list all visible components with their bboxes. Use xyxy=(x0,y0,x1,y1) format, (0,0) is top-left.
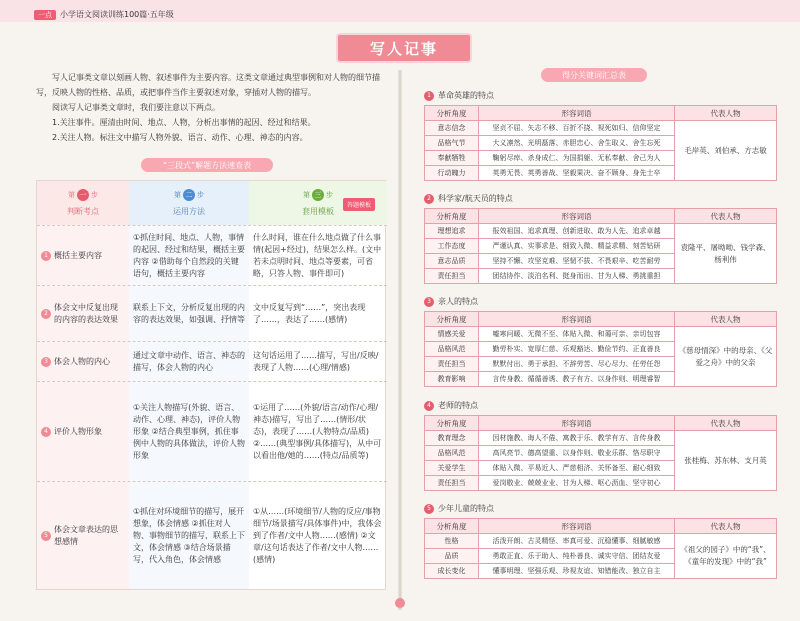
row-number-badge: 2 xyxy=(41,309,51,319)
keyword-section-family xyxy=(424,296,776,387)
method-table-title: “三段式”解题方法速查表 xyxy=(141,158,273,172)
row-number-badge: 1 xyxy=(41,251,51,261)
series-header xyxy=(34,9,174,20)
angle-cell: 关爱学生 xyxy=(425,461,479,476)
method-table xyxy=(36,180,386,590)
section-title: 亲人的特点 xyxy=(438,297,478,306)
page-number-marker xyxy=(395,598,405,608)
section-number-badge: 1 xyxy=(424,91,434,101)
words-cell: 坚持不懈、攻坚克难、坚韧不拔、不畏艰辛、吃苦耐劳 xyxy=(479,254,675,269)
series-title: 小学语文阅读训练100篇·五年级 xyxy=(60,10,174,19)
words-cell: 英勇无畏、英勇善战、坚毅果决、奋不顾身、身先士卒 xyxy=(479,166,675,181)
answer-template-flag: 答题模板 xyxy=(343,198,375,211)
step-label: 判断考点 xyxy=(67,207,99,216)
angle-cell: 教育影响 xyxy=(425,372,479,387)
words-cell: 团结协作、淡泊名利、挺身而出、甘为人梯、勇挑重担 xyxy=(479,269,675,284)
intro-paragraph: 写人记事类文章以刻画人物、叙述事件为主要内容。这类文章通过典型事例和对人物的细节描写，反映人物的性格、品质，或把事件当作主要叙述对象，穿插对人物的描写。 xyxy=(36,73,380,97)
template-text: ①从……(环境细节/人物的反应/事物细节/场景描写/具体事件)中，我体会到了作者/文中人物……(感情) ②文章/这句话表达了作者/文中人物……(感情) xyxy=(253,506,382,564)
words-cell: 因材施教、诲人不倦、寓教于乐、教学有方、言传身教 xyxy=(479,431,675,446)
book-fold xyxy=(398,70,402,610)
angle-cell: 教育理念 xyxy=(425,431,479,446)
method-row xyxy=(37,285,387,341)
words-cell: 勇敢正直、乐于助人、纯朴善良、诚实守信、团结友爱 xyxy=(479,549,675,564)
angle-cell: 责任担当 xyxy=(425,269,479,284)
words-cell: 勤劳朴实、宽厚仁慈、乐观豁达、勤俭节约、正直善良 xyxy=(479,342,675,357)
column-header: 分析角度 xyxy=(425,209,479,224)
step-label: 运用方法 xyxy=(173,207,205,216)
section-title: 科学家/航天员的特点 xyxy=(438,194,513,203)
angle-cell: 行动魄力 xyxy=(425,166,479,181)
words-cell: 懂事明理、坚强乐观、珍视友谊、知错能改、独立自主 xyxy=(479,564,675,579)
words-cell: 严谨认真、实事求是、细致入微、精益求精、刻苦钻研 xyxy=(479,239,675,254)
keyword-section-revolutionary xyxy=(424,90,776,181)
angle-cell: 性格 xyxy=(425,534,479,549)
method-row xyxy=(37,481,387,589)
column-header: 形容词语 xyxy=(479,519,675,534)
angle-cell: 品格气节 xyxy=(425,136,479,151)
method-row xyxy=(37,341,387,381)
summary-title: 得分关键词汇总表 xyxy=(541,68,647,82)
keyword-section-children xyxy=(424,503,776,579)
section-number-badge: 3 xyxy=(424,297,434,307)
section-title: 革命英雄的特点 xyxy=(438,91,494,100)
method-row xyxy=(37,225,387,285)
words-cell: 坚贞不屈、矢志不移、百折不挠、视死如归、信仰坚定 xyxy=(479,121,675,136)
template-text: ①运用了……(外貌/语言/动作/心理/神态)描写，写出了……(情形/状态)，表现了……(人物特点/品质) ②……(典型事例/具体描写)，从中可以看出他/她的……(特点/品质等) xyxy=(253,402,382,460)
step-number-badge: 一 xyxy=(77,189,89,201)
step-1-header: 第 一 步 判断考点 xyxy=(37,181,129,225)
angle-cell: 品格风范 xyxy=(425,342,479,357)
keyword-section-teacher xyxy=(424,400,776,491)
intro-paragraph: 阅读写人记事类文章时，我们要注意以下两点。 xyxy=(52,103,220,112)
column-header: 代表人物 xyxy=(675,416,777,431)
angle-cell: 意志品质 xyxy=(425,254,479,269)
words-cell: 体贴入微、平易近人、严慈相济、关怀备至、耐心细致 xyxy=(479,461,675,476)
representative-cell: 《慈母情深》中的母亲、《父爱之舟》中的父亲 xyxy=(675,327,777,387)
angle-cell: 情感关爱 xyxy=(425,327,479,342)
words-cell: 默默付出、勇于承担、不辞劳苦、尽心尽力、任劳任怨 xyxy=(479,357,675,372)
keyword-table xyxy=(424,105,777,181)
column-header: 代表人物 xyxy=(675,106,777,121)
method-text: 联系上下文，分析反复出现的内容的表达效果，如强调、抒情等 xyxy=(129,286,249,341)
keyword-table xyxy=(424,208,777,284)
method-text: ①关注人物描写(外貌、语言、动作、心理、神态)，评价人物形象 ②结合典型事例，抓住事例中人物的具体做法，评价人物形象 xyxy=(129,382,249,481)
template-text: 这句话运用了……描写，写出/反映/表现了人物……(心理/情感) xyxy=(253,350,379,372)
page-title: 写人记事 xyxy=(336,33,472,63)
column-header: 形容词语 xyxy=(479,312,675,327)
section-title: 老师的特点 xyxy=(438,401,478,410)
section-title: 少年儿童的特点 xyxy=(438,504,494,513)
section-number-badge: 5 xyxy=(424,504,434,514)
column-header: 形容词语 xyxy=(479,209,675,224)
step-number-badge: 二 xyxy=(183,189,195,201)
column-header: 代表人物 xyxy=(675,312,777,327)
angle-cell: 成长变化 xyxy=(425,564,479,579)
method-text: ①抓住时间、地点、人物，事情的起因、经过和结果，概括主要内容 ②借助每个自然段的关键语句，概括主要内容 xyxy=(129,226,249,285)
words-cell: 鞠躬尽瘁、杀身成仁、为国捐躯、无私奉献、舍己为人 xyxy=(479,151,675,166)
step-number-badge: 三 xyxy=(312,189,324,201)
step-2-header: 第 二 步 运用方法 xyxy=(129,181,249,225)
angle-cell: 意志信念 xyxy=(425,121,479,136)
intro-point: 1.关注事件。厘清由时间、地点、人物，分析出事情的起因、经过和结果。 xyxy=(52,118,316,127)
column-header: 代表人物 xyxy=(675,519,777,534)
intro-point: 2.关注人物。标注文中描写人物外貌、语言、动作、心理、神态的内容。 xyxy=(52,133,308,142)
section-number-badge: 2 xyxy=(424,194,434,204)
intro-text xyxy=(36,70,382,145)
words-cell: 大义凛然、光明磊落、赤胆忠心、舍生取义、舍生忘死 xyxy=(479,136,675,151)
angle-cell: 责任担当 xyxy=(425,476,479,491)
exam-point: 体会文中反复出现的内容的表达效果 xyxy=(54,302,118,324)
row-number-badge: 4 xyxy=(41,427,51,437)
exam-point: 体会人物的内心 xyxy=(54,356,110,366)
row-number-badge: 3 xyxy=(41,357,51,367)
template-text: 什么时间，谁在什么地点做了什么事情(起因+经过)，结果怎么样。(文中若未点明时间、地点等要素，可省略，只答人物、事件即可) xyxy=(253,232,382,278)
template-text: 文中反复写到“……”，突出表现了……，表达了……(感情) xyxy=(253,302,366,324)
step-3-header: 第 三 步 套用模板 xyxy=(249,181,387,225)
angle-cell: 工作态度 xyxy=(425,239,479,254)
words-cell: 嘘寒问暖、无微不至、体贴入微、和蔼可亲、亲切包容 xyxy=(479,327,675,342)
representative-cell: 袁隆平、屠呦呦、钱学森、杨利伟 xyxy=(675,224,777,284)
words-cell: 高风亮节、德高望重、以身作则、敬业乐群、恪尽职守 xyxy=(479,446,675,461)
method-text: 通过文章中动作、语言、神态的描写，体会人物的内心 xyxy=(129,342,249,381)
angle-cell: 理想追求 xyxy=(425,224,479,239)
exam-point: 概括主要内容 xyxy=(54,250,102,260)
exam-point: 体会文章表达的思想感情 xyxy=(54,524,118,546)
column-header: 分析角度 xyxy=(425,416,479,431)
representative-cell: 毛岸英、刘伯承、方志敏 xyxy=(675,121,777,181)
column-header: 分析角度 xyxy=(425,312,479,327)
keyword-table xyxy=(424,518,777,579)
angle-cell: 奉献牺牲 xyxy=(425,151,479,166)
representative-cell: 《祖父的园子》中的“我”、《童年的发现》中的“我” xyxy=(675,534,777,579)
keyword-section-scientist xyxy=(424,193,776,284)
representative-cell: 张桂梅、苏东林、支月英 xyxy=(675,431,777,491)
column-header: 形容词语 xyxy=(479,416,675,431)
exam-point: 评价人物形象 xyxy=(54,426,102,436)
series-tag: 一点 xyxy=(34,10,56,20)
angle-cell: 责任担当 xyxy=(425,357,479,372)
words-cell: 爱岗敬业、兢兢业业、甘为人梯、呕心沥血、坚守初心 xyxy=(479,476,675,491)
section-number-badge: 4 xyxy=(424,401,434,411)
angle-cell: 品质 xyxy=(425,549,479,564)
column-header: 分析角度 xyxy=(425,519,479,534)
angle-cell: 品格风范 xyxy=(425,446,479,461)
method-row xyxy=(37,381,387,481)
column-header: 代表人物 xyxy=(675,209,777,224)
row-number-badge: 5 xyxy=(41,531,51,541)
column-header: 形容词语 xyxy=(479,106,675,121)
words-cell: 报效祖国、追求真理、创新进取、敢为人先、追求卓越 xyxy=(479,224,675,239)
method-text: ①抓住对环境细节的描写，展开想象，体会情感 ②抓住对人物、事物细节的描写，联系上下文，体会情感 ③结合场景描写，代入角色，体会情感 xyxy=(129,482,249,589)
column-header: 分析角度 xyxy=(425,106,479,121)
words-cell: 言传身教、循循善诱、教子有方、以身作则、明理睿智 xyxy=(479,372,675,387)
words-cell: 活泼开朗、古灵精怪、率真可爱、沉稳懂事、细腻敏感 xyxy=(479,534,675,549)
keyword-table xyxy=(424,415,777,491)
step-label: 套用模板 xyxy=(302,207,334,216)
keyword-table xyxy=(424,311,777,387)
